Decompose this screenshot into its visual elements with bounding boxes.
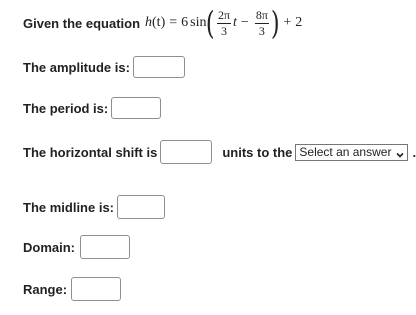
chevron-down-icon [396, 148, 404, 156]
function-name: h [145, 15, 153, 30]
shift-direction-select[interactable] [295, 144, 408, 161]
equation-statement [23, 5, 302, 41]
amplitude-label: The amplitude is: [23, 59, 130, 75]
fraction-1-numerator: 2π [217, 7, 231, 22]
horizontal-shift-row [23, 140, 416, 164]
midline-label: The midline is: [23, 199, 115, 215]
fraction-1 [217, 9, 231, 38]
plus-sign: + [283, 15, 292, 30]
fraction-1-denominator: 3 [221, 23, 227, 38]
shift-units-text: units to the [222, 144, 293, 160]
domain-input[interactable] [80, 235, 130, 259]
amplitude-row [23, 56, 185, 78]
sentence-period: . [412, 144, 416, 160]
domain-row [23, 235, 130, 259]
minus-sign: − [240, 15, 249, 30]
equation-prefix: Given the equation [23, 15, 141, 31]
range-label: Range: [23, 281, 68, 297]
fraction-2-numerator: 8π [255, 7, 268, 22]
constant-term: 2 [295, 15, 303, 30]
range-input[interactable] [71, 277, 121, 301]
domain-label: Domain: [23, 239, 75, 255]
period-row [23, 97, 161, 119]
amplitude-input[interactable] [133, 56, 185, 78]
midline-input[interactable] [117, 195, 165, 219]
fraction-2 [255, 9, 269, 38]
period-input[interactable] [111, 97, 161, 119]
horizontal-shift-input[interactable] [160, 140, 212, 164]
midline-row [23, 195, 165, 219]
fraction-2-denominator: 3 [258, 23, 265, 38]
period-label: The period is: [23, 100, 109, 116]
left-paren: ( [206, 4, 216, 42]
equals-sign: = [169, 15, 178, 30]
trig-function: sin [190, 15, 207, 30]
right-paren: ) [270, 4, 280, 42]
variable-t: t [233, 15, 237, 30]
shift-direction-selected-value: Select an answer [299, 145, 392, 159]
coefficient: 6 [181, 15, 189, 30]
equation-math [145, 4, 303, 42]
horizontal-shift-label: The horizontal shift is [23, 144, 158, 160]
range-row [23, 277, 121, 301]
function-arg: (t) [152, 15, 166, 30]
